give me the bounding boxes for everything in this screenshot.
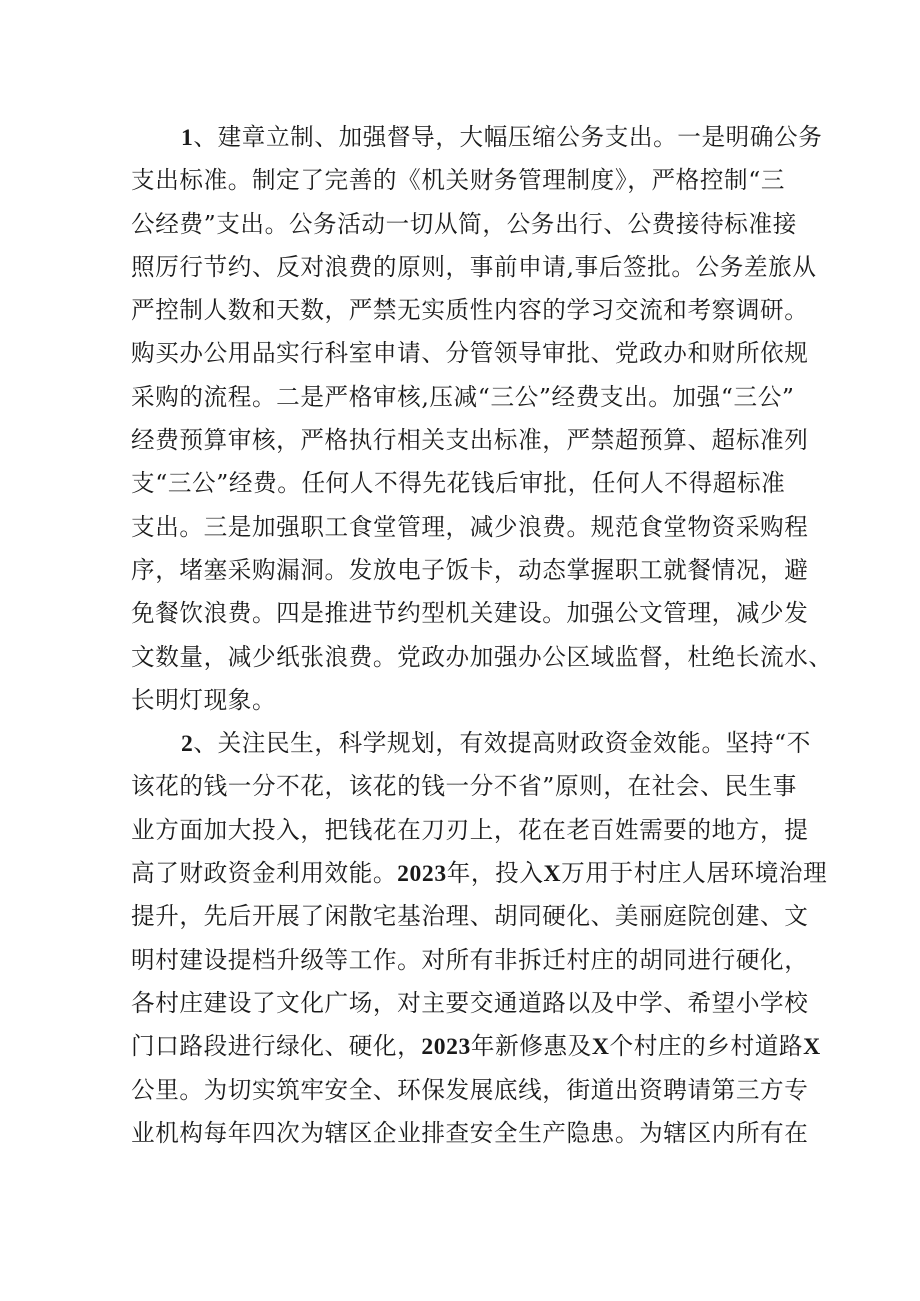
text-line: 2、关注民生，科学规划，有效提高财政资金效能。坚持“不 <box>181 729 811 758</box>
text-line: 长明灯现象。 <box>131 685 277 714</box>
text-line: 门口路段进行绿化、硬化，2023年新修惠及X个村庄的乡村道路X <box>131 1032 821 1061</box>
text-line: 提升，先后开展了闲散宅基治理、胡同硬化、美丽庭院创建、文 <box>131 902 809 931</box>
text-line: 支出标准。制定了完善的《机关财务管理制度》，严格控制“三 <box>131 166 786 195</box>
text-line: 购买办公用品实行科室申请、分管领导审批、党政办和财所依规 <box>131 339 809 368</box>
text-line: 照厉行节约、反对浪费的原则，事前申请,事后签批。公务差旅从 <box>131 252 817 281</box>
text-line: 序，堵塞采购漏洞。发放电子饭卡，动态掌握职工就餐情况，避 <box>131 555 809 584</box>
paragraph-1 <box>131 116 833 722</box>
text-line: 公里。为切实筑牢安全、环保发展底线，街道出资聘请第三方专 <box>131 1075 809 1104</box>
text-line: 支“三公”经费。任何人不得先花钱后审批，任何人不得超标准 <box>131 469 786 498</box>
text-line: 采购的流程。二是严格审核,压减“三公”经费支出。加强“三公” <box>131 382 795 411</box>
text-line: 明村建设提档升级等工作。对所有非拆迁村庄的胡同进行硬化， <box>131 945 809 974</box>
document-body <box>131 116 833 1155</box>
text-line: 高了财政资金利用效能。2023年，投入X万用于村庄人居环境治理 <box>131 859 828 888</box>
text-line: 业方面加大投入，把钱花在刀刃上，花在老百姓需要的地方，提 <box>131 815 809 844</box>
text-line: 1、建章立制、加强督导，大幅压缩公务支出。一是明确公务 <box>181 123 823 151</box>
text-line: 文数量，减少纸张浪费。党政办加强办公区域监督，杜绝长流水、 <box>131 642 833 671</box>
text-line: 严控制人数和天数，严禁无实质性内容的学习交流和考察调研。 <box>131 296 809 325</box>
text-line: 经费预算审核，严格执行相关支出标准，严禁超预算、超标准列 <box>131 426 809 455</box>
text-line: 公经费”支出。公务活动一切从简，公务出行、公费接待标准接 <box>131 209 797 238</box>
text-line: 免餐饮浪费。四是推进节约型机关建设。加强公文管理，减少发 <box>131 599 809 628</box>
text-line: 支出。三是加强职工食堂管理，减少浪费。规范食堂物资采购程 <box>131 512 809 541</box>
text-line: 该花的钱一分不花，该花的钱一分不省”原则，在社会、民生事 <box>131 772 797 801</box>
text-line: 各村庄建设了文化广场，对主要交通道路以及中学、希望小学校 <box>131 988 809 1017</box>
paragraph-2 <box>131 722 828 1155</box>
text-line: 业机构每年四次为辖区企业排查安全生产隐患。为辖区内所有在 <box>131 1118 809 1147</box>
